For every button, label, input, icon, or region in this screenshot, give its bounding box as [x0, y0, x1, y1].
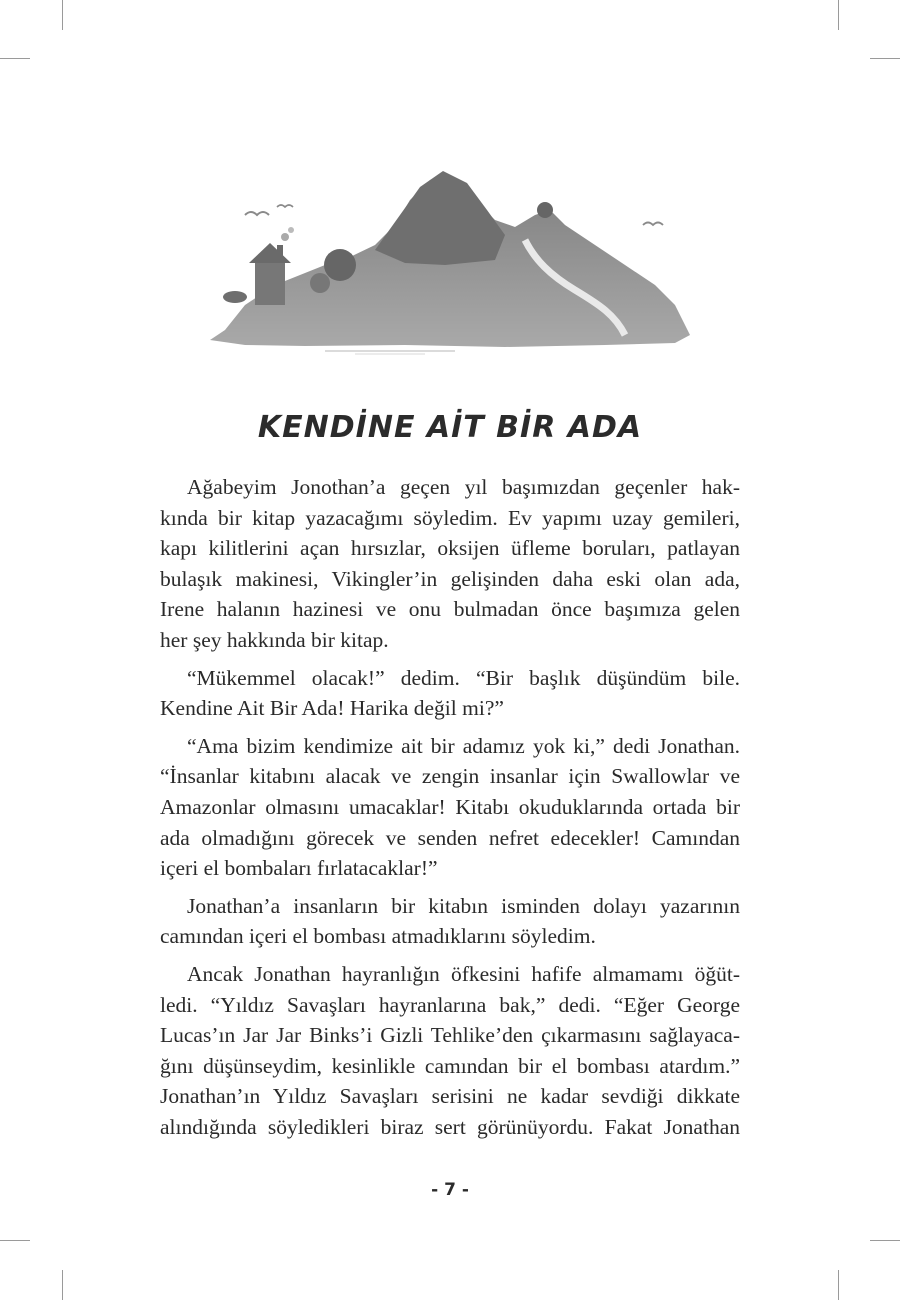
text-line: Irene halanın hazinesi ve onu bulmadan önce başımıza gelen — [160, 597, 740, 622]
smoke-puff-2 — [288, 227, 294, 233]
crop-mark-top-left — [62, 0, 63, 30]
paragraph — [160, 731, 740, 884]
house-roof — [249, 243, 291, 263]
text-line: “Ama bizim kendimize ait bir adamız yok ki,” dedi Jonathan. — [187, 733, 740, 758]
text-line: alındığında söyledikleri biraz sert görünüyordu. Fakat Jonathan — [160, 1114, 740, 1139]
crop-mark-top-right — [838, 0, 839, 30]
text-line: her şey hakkında bir kitap. — [160, 627, 389, 652]
bird-icon-3 — [643, 223, 663, 226]
text-line: içeri el bombaları fırlatacaklar!” — [160, 856, 438, 881]
body-text — [160, 472, 740, 1149]
crop-mark-top-right-h — [870, 58, 900, 59]
crop-mark-bottom-left-h — [0, 1240, 30, 1241]
animal — [223, 291, 247, 303]
text-line: camından içeri el bombası atmadıklarını söyledim. — [160, 924, 596, 949]
text-line: ada olmadığını görecek ve senden nefret edecekler! Camından — [160, 825, 740, 850]
mountain-peak — [375, 171, 505, 265]
chimney — [277, 245, 283, 257]
paragraph — [160, 891, 740, 952]
text-line: Lucas’ın Jar Jar Binks’i Gizli Tehlike’den çıkarmasını sağlayaca- — [160, 1023, 740, 1048]
tree-3 — [537, 202, 553, 218]
chapter-title: KENDİNE AİT BİR ADA — [257, 410, 643, 445]
text-line: Jonathan’a insanların bir kitabın isminden dolayı yazarının — [187, 893, 740, 918]
text-line: Ancak Jonathan hayranlığın öfkesini hafife almamamı öğüt- — [187, 961, 740, 986]
text-line: ğını düşünseydim, kesinlikle camından bir el bombası atardım.” — [160, 1053, 740, 1078]
tree — [324, 249, 356, 281]
text-line: kında bir kitap yazacağımı söyledim. Ev yapımı uzay gemileri, — [160, 505, 740, 530]
paragraph — [160, 959, 740, 1143]
house — [255, 260, 285, 305]
text-line: Ağabeyim Jonothan’a geçen yıl başımızdan geçenler hak- — [187, 475, 740, 499]
paragraph — [160, 472, 740, 656]
crop-mark-bottom-left — [62, 1270, 63, 1300]
crop-mark-bottom-right — [838, 1270, 839, 1300]
smoke-puff — [281, 233, 289, 241]
text-line: Amazonlar olmasını umacaklar! Kitabı okuduklarında ortada bir — [160, 794, 740, 819]
text-line: “İnsanlar kitabını alacak ve zengin insanlar için Swallowlar ve — [160, 764, 740, 789]
text-line: bulaşık makinesi, Vikingler’in gelişinden daha eski olan ada, — [160, 566, 740, 591]
page-number: - 7 - — [431, 1180, 469, 1200]
bird-icon-2 — [277, 205, 293, 207]
crop-mark-top-left-h — [0, 58, 30, 59]
text-line: Jonathan’ın Yıldız Savaşları serisini ne kadar sevdiği dikkate — [160, 1084, 740, 1109]
paragraph — [160, 663, 740, 724]
bird-icon — [245, 212, 269, 215]
island-illustration — [205, 165, 695, 355]
crop-mark-bottom-right-h — [870, 1240, 900, 1241]
text-line: “Mükemmel olacak!” dedim. “Bir başlık düşündüm bile. — [187, 665, 740, 690]
text-line: ledi. “Yıldız Savaşları hayranlarına bak,” dedi. “Eğer George — [160, 992, 740, 1017]
tree-2 — [310, 273, 330, 293]
text-line: kapı kilitlerini açan hırsızlar, oksijen üfleme boruları, patlayan — [160, 536, 740, 561]
text-line: Kendine Ait Bir Ada! Harika değil mi?” — [160, 696, 504, 721]
